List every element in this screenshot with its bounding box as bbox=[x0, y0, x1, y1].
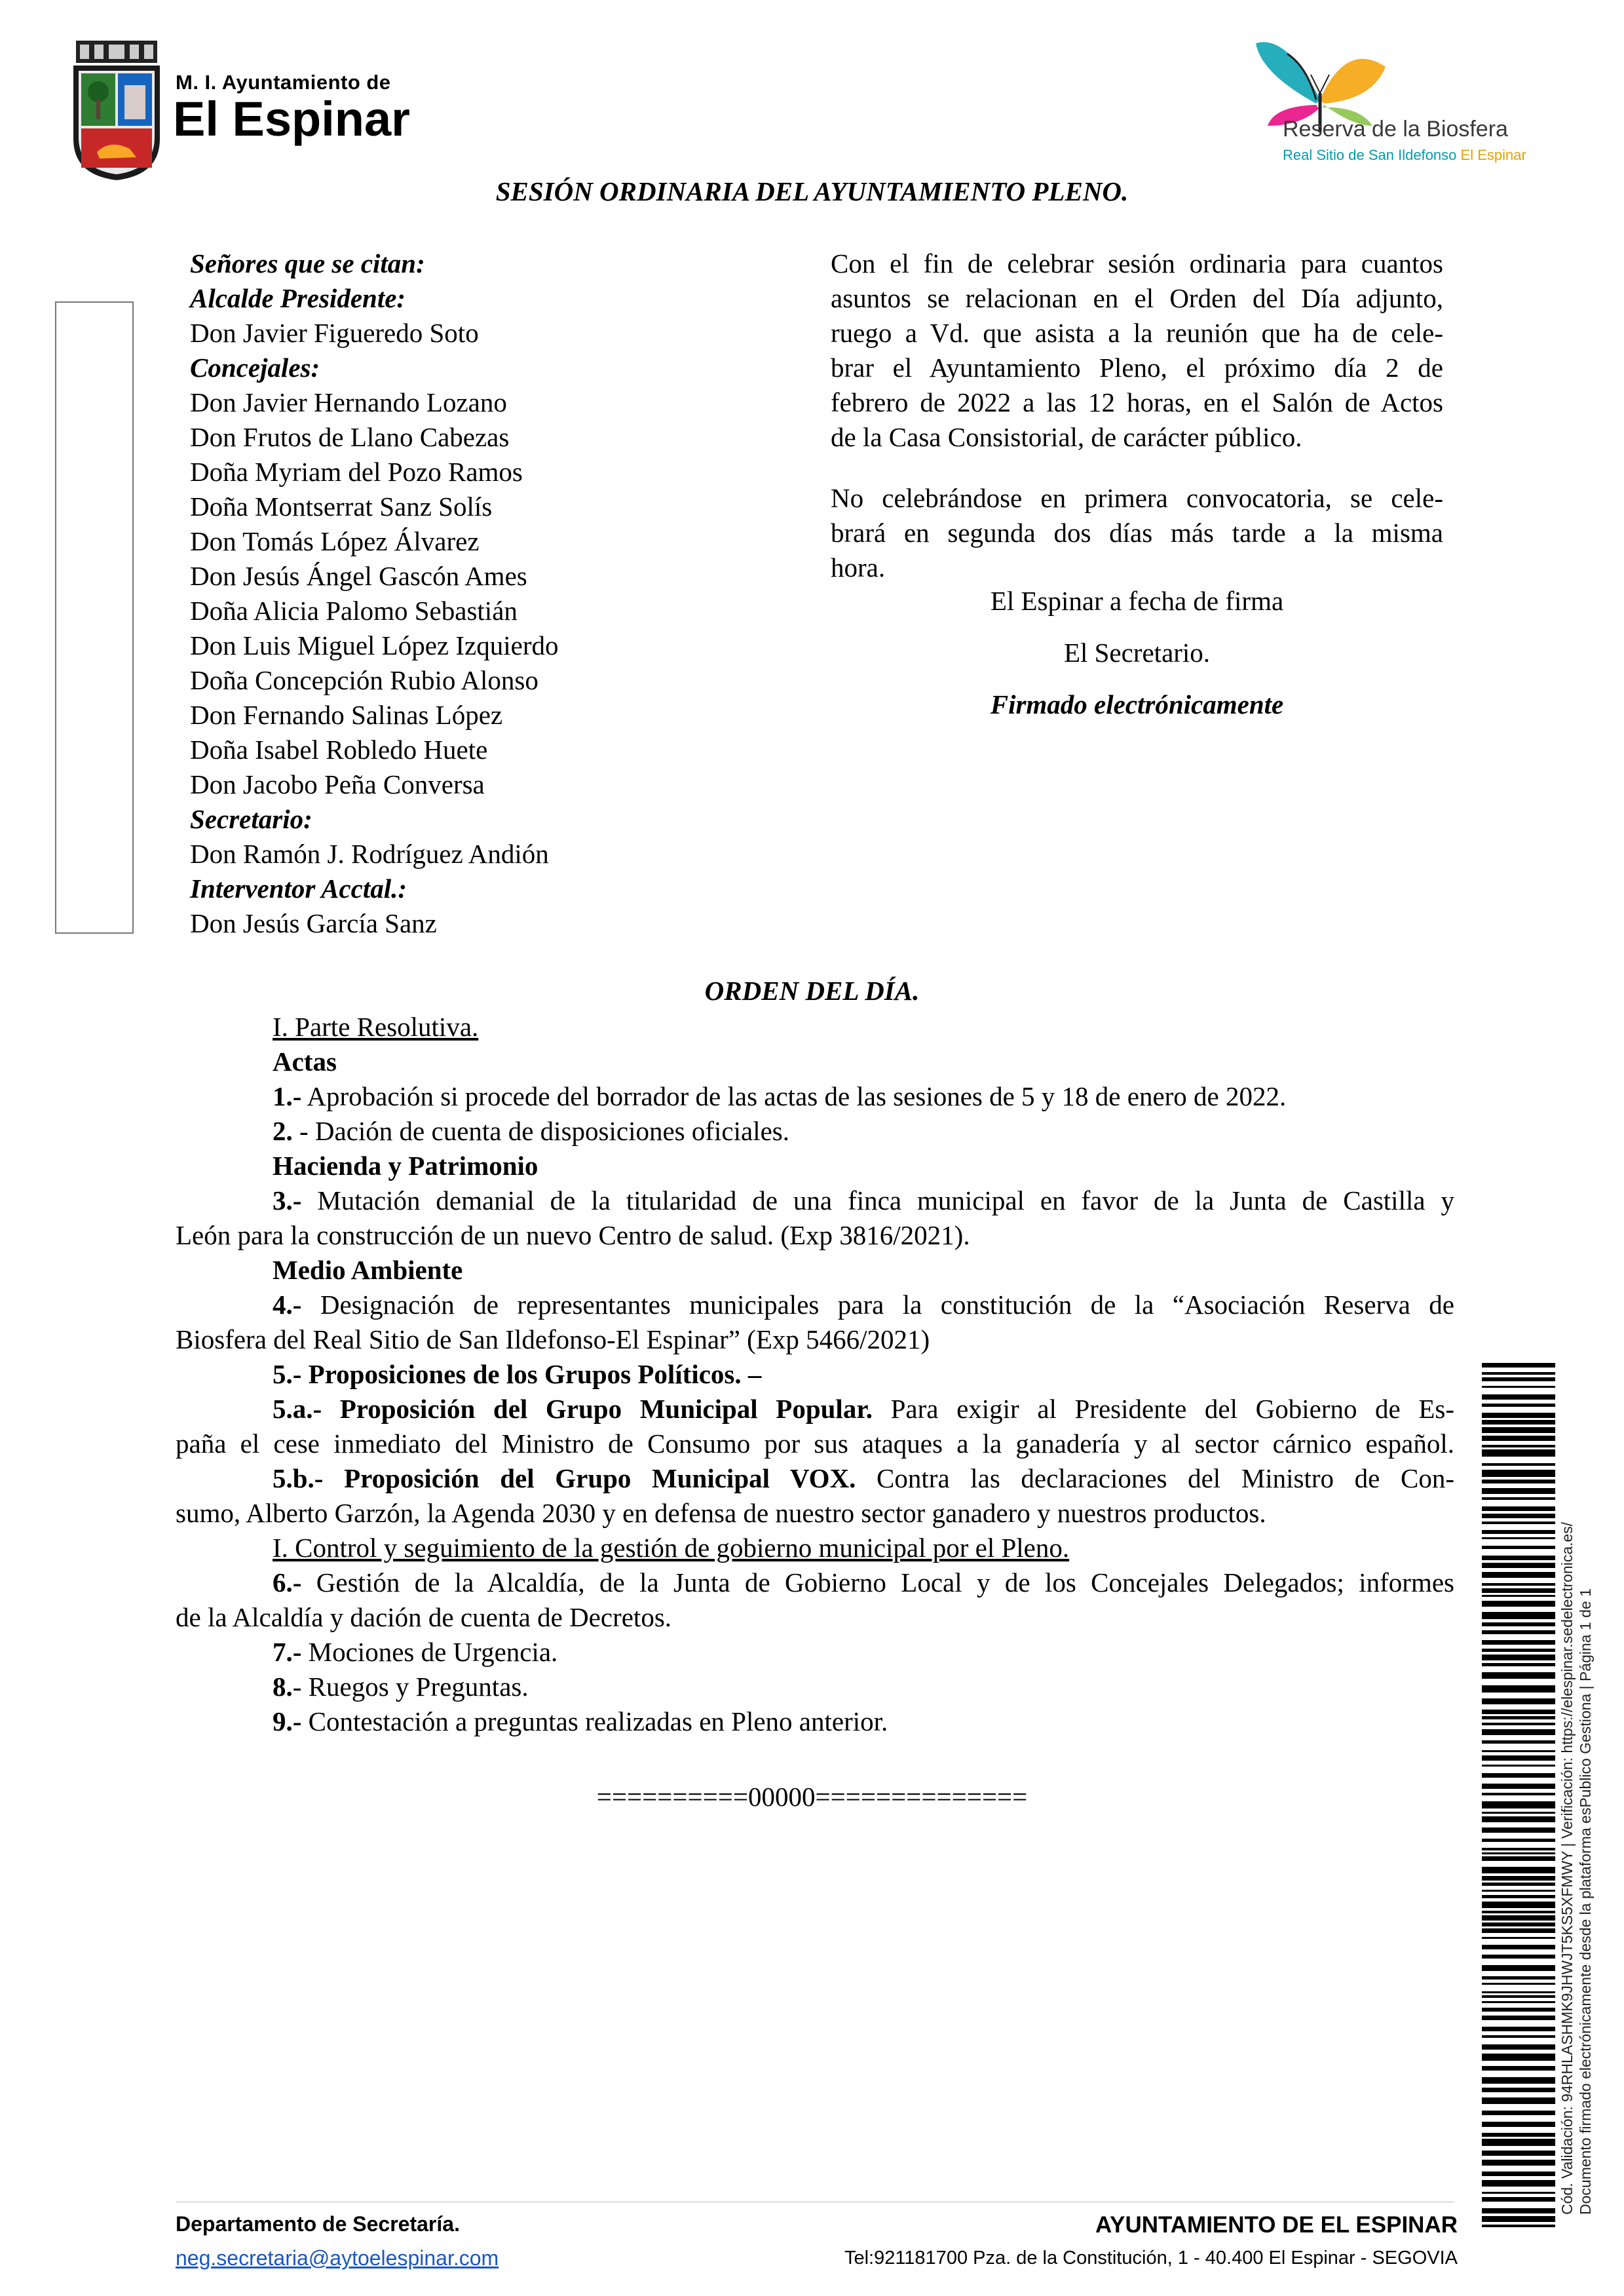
barcode-bar bbox=[1482, 1363, 1555, 1368]
footer-contact: Tel:921181700 Pza. de la Constitución, 1 - 40.400 El Espinar - SEGOVIA bbox=[844, 2248, 1458, 2268]
concejal-name: Don Fernando Salinas López bbox=[190, 700, 503, 730]
barcode-bar bbox=[1482, 1420, 1555, 1425]
barcode-bar bbox=[1482, 1765, 1555, 1767]
footer-org: AYUNTAMIENTO DE EL ESPINAR bbox=[1095, 2212, 1458, 2238]
barcode-bar bbox=[1482, 1436, 1555, 1441]
item-9-num: 9.- bbox=[273, 1706, 302, 1736]
item-6-text-1: Gestión de la Alcaldía, de la Junta de Gobierno Local y de los Concejales Delegados; informes bbox=[301, 1567, 1454, 1598]
barcode-bar bbox=[1482, 2097, 1555, 2104]
item-7-num: 7.- bbox=[273, 1637, 302, 1667]
concejales-label: Concejales: bbox=[190, 353, 320, 383]
barcode-bar bbox=[1482, 2016, 1555, 2020]
convocatoria-line: Con el fin de celebrar sesión ordinaria para cuantos bbox=[831, 248, 1443, 278]
barcode-bar bbox=[1482, 1923, 1555, 1926]
barcode-bar bbox=[1482, 1377, 1555, 1381]
barcode-bar bbox=[1482, 2216, 1555, 2222]
barcode-bar bbox=[1482, 1655, 1555, 1660]
item-5b bbox=[176, 1461, 1454, 1496]
concejal-name: Doña Myriam del Pozo Ramos bbox=[190, 457, 523, 487]
barcode-bar bbox=[1482, 1521, 1555, 1524]
barcode-bar bbox=[1482, 1449, 1555, 1457]
footer-email-link[interactable]: neg.secretaria@aytoelespinar.com bbox=[176, 2246, 499, 2270]
convocatoria-line: asuntos se relacionan en el Orden del Día adjunto, bbox=[831, 283, 1443, 313]
barcode-bar bbox=[1482, 2160, 1555, 2166]
barcode-bar bbox=[1482, 1649, 1555, 1652]
barcode-bar bbox=[1482, 2054, 1555, 2061]
barcode-bar bbox=[1482, 2197, 1555, 2202]
item-5b-text-1: Contra las declaraciones del Ministro de Con- bbox=[856, 1463, 1454, 1493]
biosphere-subtitle-a: Real Sitio de San Ildefonso bbox=[1283, 147, 1457, 163]
convocatoria-line: brará en segunda dos días más tarde a la misma bbox=[831, 518, 1443, 548]
barcode-bar bbox=[1482, 1812, 1555, 1814]
barcode-bar bbox=[1482, 2077, 1555, 2084]
barcode-bar bbox=[1482, 1876, 1555, 1881]
barcode-bar bbox=[1482, 1463, 1555, 1466]
item-5a-title: 5.a.- Proposición del Grupo Municipal Popular. bbox=[273, 1394, 873, 1424]
barcode-bar bbox=[1482, 2139, 1555, 2146]
item-6 bbox=[176, 1565, 1454, 1600]
barcode-bar bbox=[1482, 2225, 1555, 2227]
barcode-bar bbox=[1482, 1537, 1555, 1539]
item-8 bbox=[176, 1670, 1454, 1704]
barcode-bar bbox=[1482, 1622, 1555, 1626]
barcode-bar bbox=[1482, 1572, 1555, 1578]
item-3-text-2: León para la construcción de un nuevo Centro de salud. (Exp 3816/2021). bbox=[176, 1220, 970, 1250]
item-2 bbox=[176, 1114, 1454, 1149]
biosphere-subtitle bbox=[1283, 147, 1526, 164]
item-5a bbox=[176, 1392, 1454, 1426]
barcode-bar bbox=[1482, 1630, 1555, 1634]
coat-of-arms-logo bbox=[71, 41, 162, 182]
barcode-bar bbox=[1482, 1827, 1555, 1833]
signer: El Secretario. bbox=[1063, 638, 1211, 668]
barcode-bar bbox=[1482, 1445, 1555, 1447]
concejal-name: Don Jesús Ángel Gascón Ames bbox=[190, 561, 527, 591]
barcode-bar bbox=[1482, 1773, 1555, 1778]
barcode-bar bbox=[1482, 1976, 1555, 1980]
item-6-num: 6.- bbox=[273, 1567, 302, 1598]
org-name-line2: El Espinar bbox=[173, 92, 410, 146]
barcode-bar bbox=[1482, 1991, 1555, 1993]
item-7 bbox=[176, 1635, 1454, 1670]
section-actas: Actas bbox=[273, 1046, 337, 1077]
barcode-bar bbox=[1482, 1556, 1555, 1560]
item-4-text-1: Designación de representantes municipales para la constitución de la “Asociación Reserva de bbox=[301, 1290, 1454, 1320]
barcode-bar bbox=[1482, 2035, 1555, 2038]
barcode-bar bbox=[1482, 1386, 1555, 1388]
item-8-num: 8. bbox=[273, 1672, 293, 1702]
item-3-num: 3.- bbox=[273, 1185, 302, 1215]
barcode-bar bbox=[1482, 1937, 1555, 1939]
barcode-bar bbox=[1482, 1955, 1555, 1959]
footer-dept: Departamento de Secretaría. bbox=[176, 2212, 460, 2236]
barcode-bar bbox=[1482, 1488, 1555, 1494]
item-3-text-1: Mutación demanial de la titularidad de una finca municipal en favor de la Junta de Castilla y bbox=[301, 1185, 1454, 1215]
barcode-bar bbox=[1482, 1816, 1555, 1822]
barcode-bar bbox=[1482, 1583, 1555, 1586]
orden-body bbox=[176, 1010, 1454, 1739]
barcode-bar bbox=[1482, 2027, 1555, 2031]
barcode-bar bbox=[1482, 1784, 1555, 1789]
alcalde-label: Alcalde Presidente: bbox=[190, 283, 406, 313]
barcode-bar bbox=[1482, 2122, 1555, 2127]
item-1 bbox=[176, 1079, 1454, 1114]
barcode-bar bbox=[1482, 1890, 1555, 1892]
convocatoria-text bbox=[831, 246, 1443, 722]
item-5a-text-2: paña el cese inmediato del Ministro de Consumo por sus ataques a la ganadería y al sector cárnico español. bbox=[176, 1428, 1454, 1459]
item-2-text: - Dación de cuenta de disposiciones oficiales. bbox=[292, 1116, 789, 1146]
barcode-bar bbox=[1482, 1663, 1555, 1666]
barcode-bar bbox=[1482, 1716, 1555, 1719]
barcode-bar bbox=[1482, 1612, 1555, 1619]
biosphere-subtitle-b: El Espinar bbox=[1460, 147, 1526, 163]
barcode-bar bbox=[1482, 1848, 1555, 1850]
barcode-bar bbox=[1482, 2111, 1555, 2115]
barcode-bar bbox=[1482, 1839, 1555, 1842]
barcode-bar bbox=[1482, 2208, 1555, 2213]
barcode-bar bbox=[1482, 1793, 1555, 1795]
barcode-bar bbox=[1482, 1856, 1555, 1861]
convocatoria-line: No celebrándose en primera convocatoria, se cele- bbox=[831, 483, 1443, 513]
concejal-name: Don Javier Hernando Lozano bbox=[190, 387, 507, 417]
item-5b-title: 5.b.- Proposición del Grupo Municipal VOX. bbox=[273, 1463, 856, 1493]
barcode-bar bbox=[1482, 1595, 1555, 1597]
item-5-text: Proposiciones de los Grupos Políticos. – bbox=[301, 1359, 762, 1389]
part-2-heading: I. Control y seguimiento de la gestión de gobierno municipal por el Pleno. bbox=[273, 1533, 1070, 1563]
barcode-bar bbox=[1482, 1710, 1555, 1714]
biosphere-title: Reserva de la Biosfera bbox=[1283, 117, 1508, 142]
signed-electronically: Firmado electrónicamente bbox=[990, 689, 1284, 719]
barcode-bar bbox=[1482, 1640, 1555, 1645]
convocatoria-line: brar el Ayuntamiento Pleno, el próximo día 2 de bbox=[831, 353, 1443, 383]
page-title: SESIÓN ORDINARIA DEL AYUNTAMIENTO PLENO. bbox=[495, 176, 1129, 206]
barcode-bar bbox=[1482, 1801, 1555, 1808]
attendees-heading: Señores que se citan: bbox=[190, 248, 425, 278]
item-4-num: 4.- bbox=[273, 1290, 302, 1320]
item-5 bbox=[176, 1357, 1454, 1392]
barcode-bar bbox=[1482, 2008, 1555, 2012]
interventor-name: Don Jesús García Sanz bbox=[190, 908, 437, 938]
barcode-bar bbox=[1482, 1404, 1555, 1407]
barcode-bar bbox=[1482, 1530, 1555, 1534]
barcode-bar bbox=[1482, 1750, 1555, 1752]
barcode-bar bbox=[1482, 1723, 1555, 1725]
item-5b-text-2: sumo, Alberto Garzón, la Agenda 2030 y en defensa de nuestro sector ganadero y nuestros productos. bbox=[176, 1498, 1266, 1528]
barcode-bar bbox=[1482, 1995, 1555, 1998]
barcode-bar bbox=[1482, 1945, 1555, 1949]
interventor-label: Interventor Acctal.: bbox=[190, 873, 407, 904]
barcode-bar bbox=[1482, 1497, 1555, 1500]
item-7-text: Mociones de Urgencia. bbox=[301, 1637, 558, 1667]
barcode-bar bbox=[1482, 2151, 1555, 2156]
concejal-name: Doña Montserrat Sanz Solís bbox=[190, 491, 493, 522]
item-8-text: - Ruegos y Preguntas. bbox=[292, 1672, 529, 1702]
item-5-num: 5.- bbox=[273, 1359, 302, 1389]
barcode-bar bbox=[1482, 2192, 1555, 2194]
barcode-bar bbox=[1482, 1983, 1555, 1985]
barcode-bar bbox=[1482, 1514, 1555, 1518]
attendees-list bbox=[190, 246, 558, 941]
orden-heading: ORDEN DEL DÍA. bbox=[704, 976, 920, 1006]
convocatoria-line: febrero de 2022 a las 12 horas, en el Salón de Actos bbox=[831, 387, 1443, 417]
item-1-num: 1.- bbox=[273, 1081, 302, 1111]
barcode-bar bbox=[1482, 1755, 1555, 1761]
barcode-bar bbox=[1482, 2044, 1555, 2050]
side-box bbox=[55, 301, 134, 934]
barcode-bar bbox=[1482, 2001, 1555, 2003]
concejal-name: Don Tomás López Álvarez bbox=[190, 526, 480, 556]
section-medio-ambiente: Medio Ambiente bbox=[273, 1255, 463, 1285]
barcode-bar bbox=[1482, 1883, 1555, 1886]
concejal-name: Doña Alicia Palomo Sebastián bbox=[190, 596, 518, 626]
concejal-name: Doña Isabel Robledo Huete bbox=[190, 735, 488, 765]
validation-line-2: Documento firmado electrónicamente desde la plataforma esPublico Gestiona | Página 1 de 1 bbox=[1577, 1588, 1594, 2215]
barcode-bar bbox=[1482, 1563, 1555, 1568]
item-9-text: Contestación a preguntas realizadas en Pleno anterior. bbox=[301, 1706, 888, 1736]
section-hacienda: Hacienda y Patrimonio bbox=[273, 1151, 538, 1181]
separator-line: ==========00000============== bbox=[596, 1782, 1028, 1812]
barcode-bar bbox=[1482, 1601, 1555, 1607]
barcode-bar bbox=[1482, 1895, 1555, 1898]
item-3 bbox=[176, 1183, 1454, 1218]
place-date: El Espinar a fecha de firma bbox=[990, 586, 1284, 616]
barcode-bar bbox=[1482, 1965, 1555, 1971]
part-1-heading: I. Parte Resolutiva. bbox=[273, 1012, 479, 1042]
barcode-bar bbox=[1482, 1698, 1555, 1704]
barcode-bar bbox=[1482, 1546, 1555, 1549]
barcode-bar bbox=[1482, 1413, 1555, 1418]
barcode-bar bbox=[1482, 1915, 1555, 1921]
barcode-bar bbox=[1482, 2088, 1555, 2092]
barcode-bar bbox=[1482, 1852, 1555, 1854]
item-4 bbox=[176, 1288, 1454, 1322]
barcode-bar bbox=[1482, 1672, 1555, 1679]
validation-line-1: Cód. Validación: 94RHLASHMK9JHWJT5KS5XFMWY | Verificación: https://elespinar.sedelectronica.es/ bbox=[1558, 1521, 1576, 2215]
barcode-bar bbox=[1482, 1372, 1555, 1375]
item-4-text-2: Biosfera del Real Sitio de San Ildefonso-El Espinar” (Exp 5466/2021) bbox=[176, 1324, 930, 1354]
barcode-bar bbox=[1482, 1911, 1555, 1913]
org-name-line1: M. I. Ayuntamiento de bbox=[176, 71, 391, 94]
barcode-bar bbox=[1482, 1480, 1555, 1483]
barcode-bar bbox=[1482, 2066, 1555, 2071]
barcode-bar bbox=[1482, 1928, 1555, 1933]
item-6-text-2: de la Alcaldía y dación de cuenta de Decretos. bbox=[176, 1602, 672, 1632]
barcode-bar bbox=[1482, 1394, 1555, 1400]
barcode-bar bbox=[1482, 2172, 1555, 2176]
concejal-name: Don Luis Miguel López Izquierdo bbox=[190, 630, 559, 660]
concejal-name: Don Frutos de Llano Cabezas bbox=[190, 422, 510, 452]
validation-text bbox=[1558, 1363, 1595, 2215]
barcode-bar bbox=[1482, 1902, 1555, 1908]
alcalde-name: Don Javier Figueredo Soto bbox=[190, 318, 479, 348]
secretario-label: Secretario: bbox=[190, 804, 312, 834]
barcode-bar bbox=[1482, 1729, 1555, 1735]
barcode-bar bbox=[1482, 1685, 1555, 1693]
item-5a-text-1: Para exigir al Presidente del Gobierno de Es- bbox=[873, 1394, 1455, 1424]
concejal-name: Don Jacobo Peña Conversa bbox=[190, 769, 485, 799]
barcode-bar bbox=[1482, 1588, 1555, 1593]
item-2-num: 2. bbox=[273, 1116, 293, 1146]
barcode-bar bbox=[1482, 1506, 1555, 1511]
item-1-text: Aprobación si procede del borrador de las actas de las sesiones de 5 y 18 de enero de 2022. bbox=[301, 1081, 1287, 1111]
barcode-bar bbox=[1482, 2133, 1555, 2137]
convocatoria-line: hora. bbox=[831, 552, 886, 583]
secretario-name: Don Ramón J. Rodríguez Andión bbox=[190, 839, 549, 869]
item-9 bbox=[176, 1704, 1454, 1739]
concejal-name: Doña Concepción Rubio Alonso bbox=[190, 665, 538, 695]
barcode-bar bbox=[1482, 1867, 1555, 1873]
barcode-bar bbox=[1482, 1740, 1555, 1744]
barcode-bar bbox=[1482, 2180, 1555, 2187]
barcode bbox=[1482, 1363, 1555, 2234]
convocatoria-line: de la Casa Consistorial, de carácter público. bbox=[831, 422, 1302, 452]
convocatoria-line: ruego a Vd. que asista a la reunión que ha de cele- bbox=[831, 318, 1443, 348]
barcode-bar bbox=[1482, 1470, 1555, 1477]
barcode-bar bbox=[1482, 1427, 1555, 1433]
